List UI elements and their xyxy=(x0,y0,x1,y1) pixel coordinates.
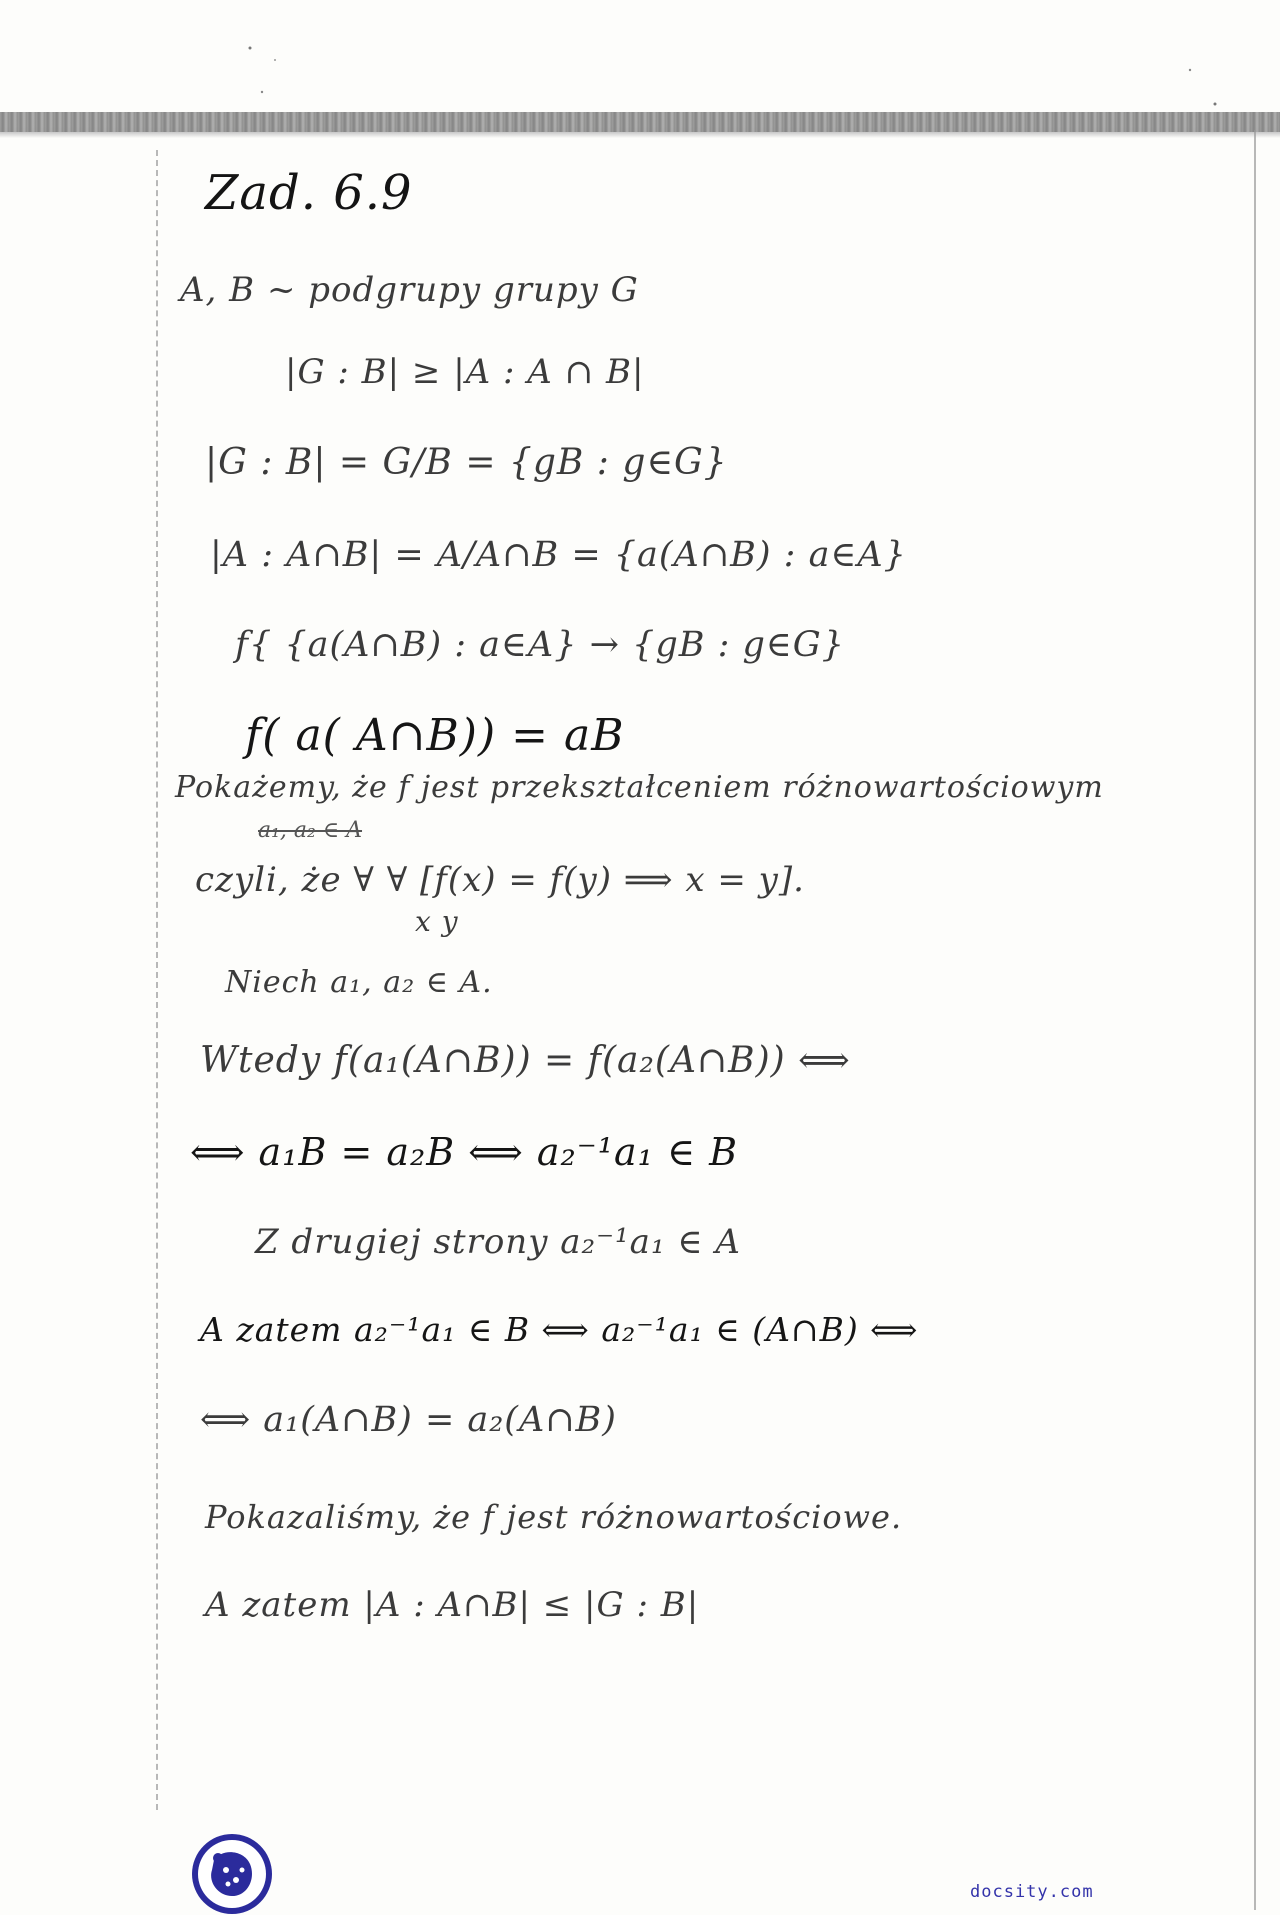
handwritten-line-6: f( a( A∩B)) = aB xyxy=(245,710,625,761)
handwritten-line-1: A, B ~ podgrupy grupy G xyxy=(180,270,639,310)
crossed-out-text: a₁, a₂ ∈ A xyxy=(258,818,363,843)
handwritten-line-11: ⟺ a₁B = a₂B ⟺ a₂⁻¹a₁ ∈ B xyxy=(190,1130,739,1174)
handwritten-line-14: ⟺ a₁(A∩B) = a₂(A∩B) xyxy=(200,1400,617,1440)
handwritten-line-13: A zatem a₂⁻¹a₁ ∈ B ⟺ a₂⁻¹a₁ ∈ (A∩B) ⟺ xyxy=(200,1310,919,1349)
handwritten-line-16: A zatem |A : A∩B| ≤ |G : B| xyxy=(205,1585,700,1625)
handwritten-line-15: Pokazaliśmy, że f jest różnowartościowe. xyxy=(205,1498,903,1536)
handwritten-line-8: czyli, że ∀ ∀ [f(x) = f(y) ⟹ x = y]. xyxy=(195,860,805,900)
docsity-logo-icon xyxy=(188,1830,276,1918)
handwritten-line-9: Niech a₁, a₂ ∈ A. xyxy=(225,965,493,1000)
handwritten-line-7: Pokażemy, że f jest przekształceniem różnowartościowym xyxy=(175,770,1104,805)
docsity-watermark: docsity.com xyxy=(970,1882,1094,1902)
handwritten-line-2: |G : B| ≥ |A : A ∩ B| xyxy=(285,352,645,392)
page-edge xyxy=(1254,130,1256,1910)
quantifier-subscripts: x y xyxy=(415,905,459,938)
exercise-heading: Zad. 6.9 xyxy=(205,165,413,221)
handwritten-line-3: |G : B| = G/B = {gB : g∈G} xyxy=(205,442,728,483)
handwritten-line-10: Wtedy f(a₁(A∩B)) = f(a₂(A∩B)) ⟺ xyxy=(200,1040,851,1081)
scanner-bar xyxy=(0,112,1280,132)
scan-noise xyxy=(0,0,1280,110)
handwritten-line-5: f{ {a(A∩B) : a∈A} → {gB : g∈G} xyxy=(235,625,846,665)
handwritten-line-4: |A : A∩B| = A/A∩B = {a(A∩B) : a∈A} xyxy=(210,535,907,575)
notebook-margin-line xyxy=(156,150,158,1810)
handwritten-line-12: Z drugiej strony a₂⁻¹a₁ ∈ A xyxy=(255,1222,741,1262)
